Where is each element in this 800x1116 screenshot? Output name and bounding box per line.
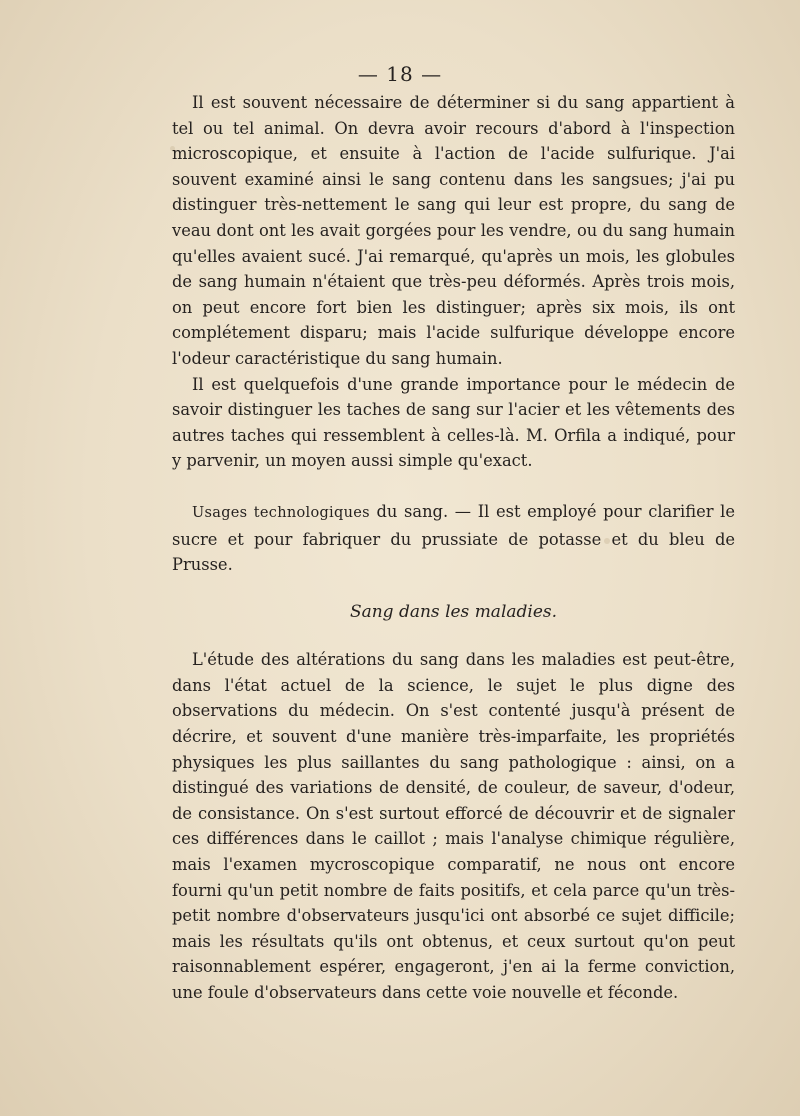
section-subtitle: Sang dans les maladies. <box>349 601 558 622</box>
paragraph-blood-diseases: L'étude des altérations du sang dans les maladies est peut-être, dans l'état actuel de la science, le sujet le plus digne des observations du médecin. On s'est contenté jusqu'à présent de décrire, et souvent d'une manière très-imparfaite, les propriétés physiques les plus saillantes du sang pathologique : ainsi, on a distingué des variations de densité, de couleur, de saveur, d'odeur, de consistance. On s'est surtout efforcé de découvrir et de signaler ces différences dans le caillot ; mais l'analyse chimique régulière, mais l'examen mycroscopique comparatif, ne nous ont encore fourni qu'un petit nombre de faits positifs, et cela parce qu'un très-petit nombre d'observateurs jusqu'ici ont absorbé ce sujet difficile; mais les résultats qu'ils ont obtenus, et ceux surtout qu'on peut raisonnablement espérer, engageront, j'en ai la ferme conviction, une foule d'observateurs dans cette voie nouvelle et féconde. <box>172 650 735 1002</box>
body-text <box>172 90 735 1006</box>
section-technological-uses <box>172 499 735 578</box>
page-number: — 18 — <box>357 62 443 86</box>
section-text: du sang. — Il est employé pour clarifier le sucre et pour fabriquer du prussiate de potasse et du bleu de Prusse. <box>172 501 735 575</box>
paragraph-blood-identification: Il est souvent nécessaire de déterminer si du sang appartient à tel ou tel animal. On devra avoir recours d'abord à l'inspection microscopique, et ensuite à l'action de l'acide sulfurique. J'ai souvent examiné ainsi le sang contenu dans les sangsues; j'ai pu distinguer très-nettement le sang qui leur est propre, du sang de veau dont ont les avait gorgées pour les vendre, ou du sang humain qu'elles avaient sucé. J'ai remarqué, qu'après un mois, les globules de sang humain n'étaient que très-peu déformés. Après trois mois, on peut encore fort bien les distinguer; après six mois, ils ont complétement disparu; mais l'acide sulfurique développe encore l'odeur caractéristique du sang humain. <box>172 93 735 368</box>
paragraph-blood-stains: Il est quelquefois d'une grande importance pour le médecin de savoir distinguer les taches de sang sur l'acier et les vêtements des autres taches qui ressemblent à celles-là. M. Orfila a indiqué, pour y parvenir, un moyen aussi simple qu'exact. <box>172 374 735 471</box>
section-heading: Usages technologiques <box>192 504 370 521</box>
